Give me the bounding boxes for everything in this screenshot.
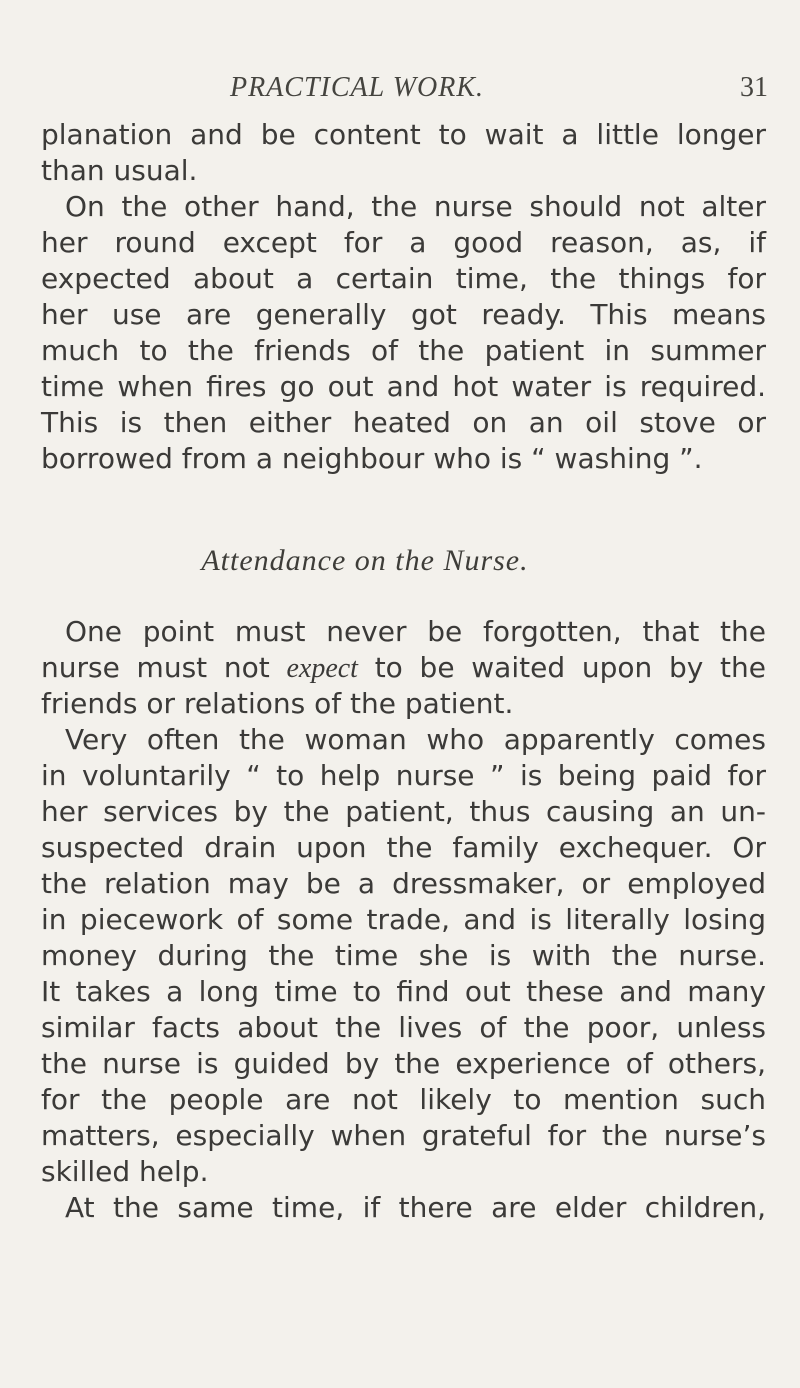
text-line: similar facts about the lives of the poor, unless [41, 1011, 766, 1044]
page-number: 31 [740, 72, 768, 103]
paragraph-block-1 [41, 117, 766, 477]
text-line: in piecework of some trade, and is literally losing [41, 903, 766, 936]
section-heading-wrap [0, 544, 800, 578]
text-line: matters, especially when grateful for the nurse’s [41, 1119, 766, 1152]
text-line: borrowed from a neighbour who is “ washing ”. [41, 442, 703, 475]
text-line: the nurse is guided by the experience of others, [41, 1047, 766, 1080]
text-line: friends or relations of the patient. [41, 687, 514, 720]
text-line: her services by the patient, thus causing an un- [41, 795, 766, 828]
text-line: than usual. [41, 154, 198, 187]
text-line: her use are generally got ready. This means [41, 298, 766, 331]
text-segment: to be waited upon by the [374, 651, 766, 684]
running-head: PRACTICAL WORK. [230, 72, 485, 103]
text-line: Very often the woman who apparently comes [65, 723, 766, 756]
text-line: This is then either heated on an oil stove or [41, 406, 766, 439]
text-line: in voluntarily “ to help nurse ” is being paid for [41, 759, 766, 792]
section-heading: Attendance on the Nurse. [201, 544, 529, 577]
text-line: for the people are not likely to mention such [41, 1083, 766, 1116]
text-line: her round except for a good reason, as, if [41, 226, 766, 259]
text-line: One point must never be forgotten, that the [65, 615, 766, 648]
text-line: suspected drain upon the family exchequer. Or [41, 831, 766, 864]
text-line: the relation may be a dressmaker, or employed [41, 867, 766, 900]
paragraph-block-2 [41, 614, 766, 1226]
text-line: skilled help. [41, 1155, 209, 1188]
text-line: At the same time, if there are elder children, [65, 1191, 766, 1224]
emphasis-word: expect [286, 653, 358, 684]
text-line: planation and be content to wait a little longer [41, 118, 766, 151]
text-line: expected about a certain time, the things for [41, 262, 766, 295]
text-line: It takes a long time to find out these and many [41, 975, 766, 1008]
text-line-with-italic [41, 650, 766, 686]
text-line: much to the friends of the patient in summer [41, 334, 766, 367]
text-segment: nurse must not [41, 651, 270, 684]
text-line: time when fires go out and hot water is required. [41, 370, 766, 403]
text-line: On the other hand, the nurse should not alter [65, 190, 766, 223]
text-line: money during the time she is with the nurse. [41, 939, 766, 972]
